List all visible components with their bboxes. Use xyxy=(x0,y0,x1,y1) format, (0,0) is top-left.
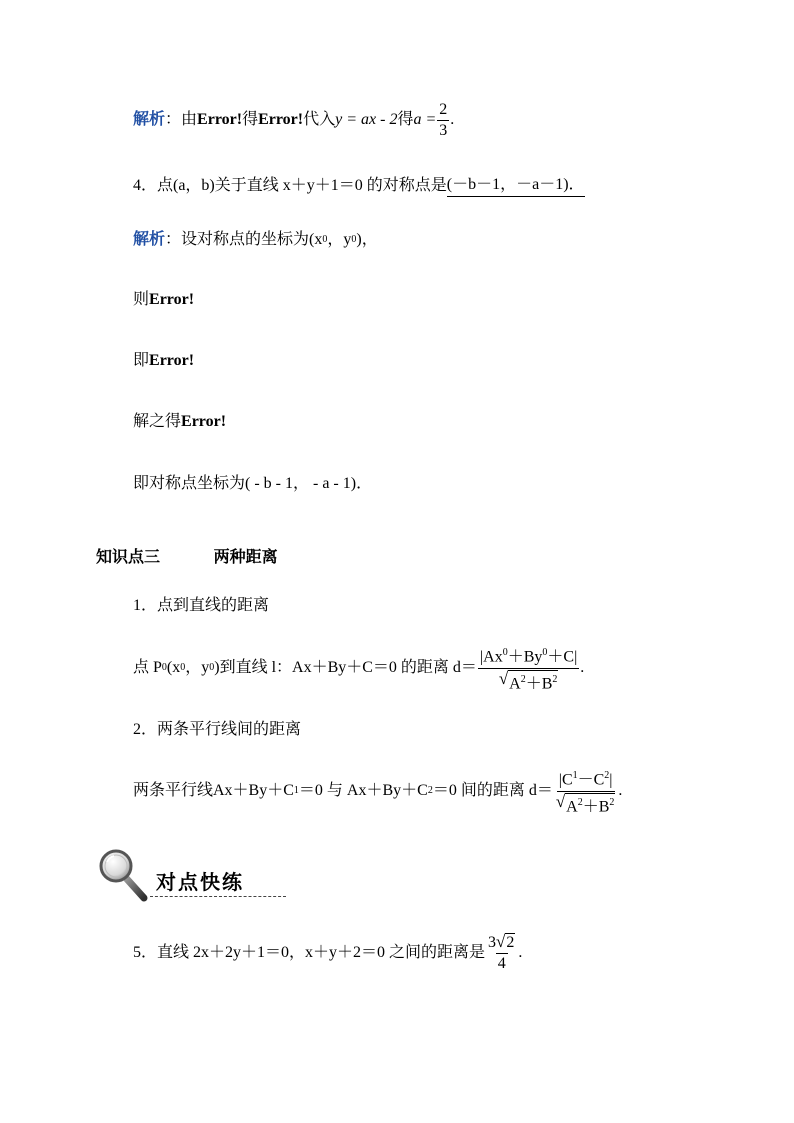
result-line xyxy=(133,474,372,494)
item-2-title xyxy=(133,720,301,740)
text: 解之得 xyxy=(133,413,182,430)
error-text: Error! xyxy=(181,413,227,430)
radical-sign: √ xyxy=(496,932,506,951)
superscript: 0 xyxy=(542,647,548,659)
denominator xyxy=(497,669,561,692)
subscript: 0 xyxy=(209,662,215,673)
radical-sign: √ xyxy=(555,791,566,811)
answer-fraction xyxy=(486,933,517,973)
radicand: 2 xyxy=(506,934,515,951)
error-text: Error! xyxy=(149,291,195,308)
square-root xyxy=(556,793,616,815)
radical-sign: √ xyxy=(498,668,509,688)
superscript: 2 xyxy=(609,796,615,808)
text: ＝0 间的距离 d＝ xyxy=(432,782,553,799)
text: )到直线 l：Ax＋By＋C＝0 的距离 d＝ xyxy=(214,659,477,676)
numerator: 2 xyxy=(437,101,449,121)
subscript: 0 xyxy=(351,234,357,245)
equation: y = ax - 2 xyxy=(335,111,398,128)
superscript: 0 xyxy=(502,647,508,659)
then-line xyxy=(133,290,194,310)
subscript: 1 xyxy=(293,785,299,796)
text: A xyxy=(509,674,521,692)
period: . xyxy=(518,944,523,961)
parallel-lines-distance-formula xyxy=(133,766,622,816)
period: . xyxy=(618,782,623,799)
text: 设对称点的坐标为(x xyxy=(181,231,323,248)
text: |Ax xyxy=(479,648,503,666)
text: 两条平行线Ax＋By＋C xyxy=(133,782,294,799)
namely-line xyxy=(133,351,194,371)
colon: ： xyxy=(165,111,182,128)
text: )， xyxy=(356,231,378,248)
superscript: 1 xyxy=(572,770,578,782)
practice-banner xyxy=(98,848,288,902)
section-label: 知识点三 xyxy=(96,547,161,566)
denominator: 3 xyxy=(439,121,448,139)
point-line-distance-formula xyxy=(133,645,584,691)
question-4-answer: (－b－1，－a－1)． xyxy=(447,175,585,197)
superscript: 2 xyxy=(552,673,558,685)
superscript: 2 xyxy=(520,673,526,685)
period: . xyxy=(580,659,585,676)
subscript: 0 xyxy=(161,662,167,673)
section-title: 两种距离 xyxy=(213,547,278,566)
text: A xyxy=(566,797,578,815)
error-text: Error! xyxy=(149,352,195,369)
numerator xyxy=(557,767,615,791)
text: 点 P xyxy=(133,659,162,676)
text: －C xyxy=(577,771,605,789)
period: . xyxy=(450,111,455,128)
solution-label: 解析 xyxy=(133,231,166,248)
solution-line-1 xyxy=(133,100,454,140)
text: ＝0 与 Ax＋By＋C xyxy=(298,782,428,799)
text: 得 xyxy=(242,111,259,128)
text: | xyxy=(609,771,613,789)
denominator: 4 xyxy=(497,955,506,972)
error-text: Error! xyxy=(197,111,243,128)
text: ＋B xyxy=(582,797,610,815)
superscript: 2 xyxy=(577,796,583,808)
magnifier-icon xyxy=(98,848,150,902)
text: 2．两条平行线间的距离 xyxy=(133,721,302,738)
question-5-text: 5．直线 2x＋2y＋1＝0，x＋y＋2＝0 之间的距离是 xyxy=(133,944,486,961)
solve-line xyxy=(133,412,226,432)
solution-line-2 xyxy=(133,230,378,250)
item-1-title xyxy=(133,596,269,616)
text: 即对称点坐标为( - b - 1， - a - 1)． xyxy=(133,475,373,492)
subscript: 0 xyxy=(322,234,328,245)
superscript: 2 xyxy=(604,770,610,782)
error-text: Error! xyxy=(258,111,304,128)
solution-label: 解析 xyxy=(133,111,166,128)
distance-fraction xyxy=(554,767,618,815)
question-5 xyxy=(133,928,522,978)
question-4 xyxy=(133,175,585,197)
text: (x xyxy=(166,659,181,676)
section-heading xyxy=(96,544,278,567)
a-equals: a = xyxy=(413,111,437,128)
text: |C xyxy=(558,771,573,789)
text: 即 xyxy=(133,352,150,369)
square-root xyxy=(499,670,559,692)
text: ＋By xyxy=(507,648,543,666)
subscript: 2 xyxy=(427,785,433,796)
question-4-text: 4．点(a，b)关于直线 x＋y＋1＝0 的对称点是 xyxy=(133,177,447,194)
subscript: 0 xyxy=(180,662,186,673)
numerator xyxy=(486,933,517,953)
radicand xyxy=(565,793,615,815)
square-root xyxy=(496,933,515,951)
text: ，y xyxy=(185,659,210,676)
text: ，y xyxy=(327,231,352,248)
text: 代入 xyxy=(303,111,336,128)
fraction-two-thirds xyxy=(437,101,449,140)
text: ＋C| xyxy=(547,648,578,666)
distance-fraction xyxy=(478,644,579,692)
colon: ： xyxy=(165,231,182,248)
text: 由 xyxy=(181,111,198,128)
banner-title: 对点快练 xyxy=(156,870,244,894)
denominator xyxy=(554,792,618,815)
text: 得 xyxy=(397,111,414,128)
radicand xyxy=(508,670,558,692)
numerator xyxy=(478,644,579,668)
banner-underline xyxy=(150,896,286,897)
coefficient: 3 xyxy=(488,934,497,951)
text: ＋B xyxy=(525,674,553,692)
text: 则 xyxy=(133,291,150,308)
text: 1．点到直线的距离 xyxy=(133,597,270,614)
